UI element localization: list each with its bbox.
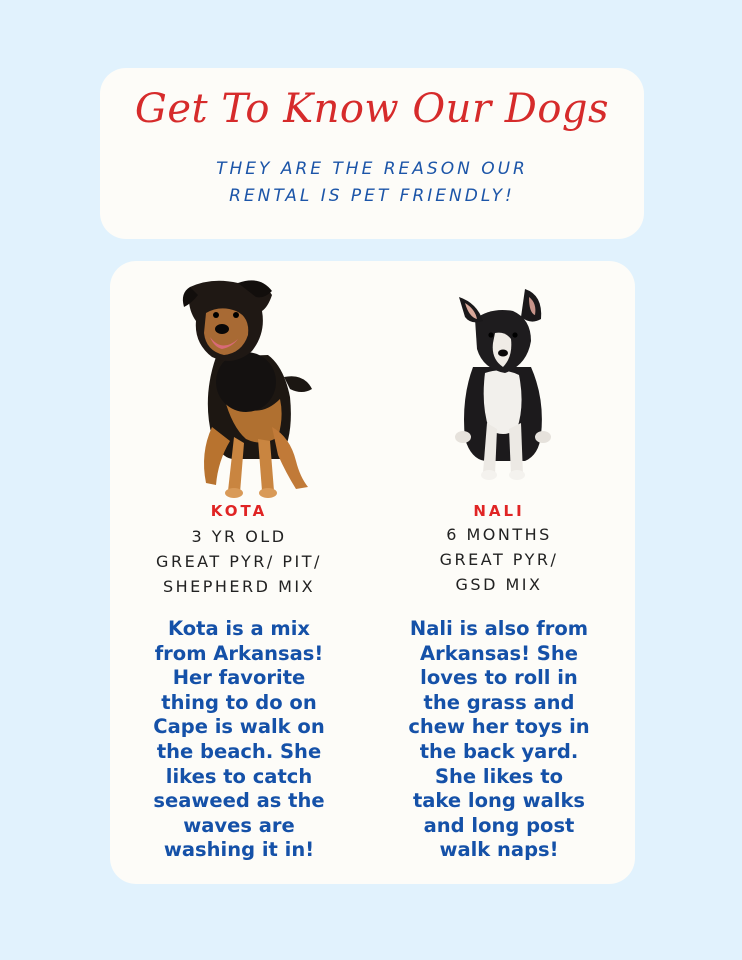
dog-details-nali: [374, 522, 624, 597]
nali-photo: [451, 289, 555, 485]
dogs-card: [110, 261, 635, 884]
kota-photo: [172, 277, 322, 503]
dog-description-kota: Kota is a mix from Arkansas! Her favorite thing to do on Cape is walk on the beach. She likes to catch seaweed as the waves are washing it in!: [153, 617, 325, 862]
page-title: Get To Know Our Dogs: [134, 86, 610, 132]
dog-age-kota: 3 YR OLD: [191, 527, 287, 546]
dog-description-nali: Nali is also from Arkansas! She loves to roll in the grass and chew her toys in the back yard. She likes to take long walks and long post walk naps!: [408, 617, 590, 862]
dog-age-nali: 6 MONTHS: [446, 525, 552, 544]
dog-breed-kota-line-1: GREAT PYR/ PIT/: [156, 552, 322, 571]
dog-breed-nali-line-1: GREAT PYR/: [439, 550, 559, 569]
header-card: [100, 68, 644, 239]
dog-breed-nali-line-2: GSD MIX: [455, 575, 543, 594]
dog-breed-kota-line-2: SHEPHERD MIX: [162, 577, 316, 596]
dog-name-kota: KOTA: [210, 502, 268, 520]
dog-name-nali: NALI: [473, 502, 525, 520]
subtitle-line-2: RENTAL IS PET FRIENDLY!: [229, 186, 515, 206]
page-subtitle: [100, 156, 644, 210]
subtitle-line-1: THEY ARE THE REASON OUR: [216, 159, 528, 179]
dog-details-kota: [114, 524, 364, 599]
